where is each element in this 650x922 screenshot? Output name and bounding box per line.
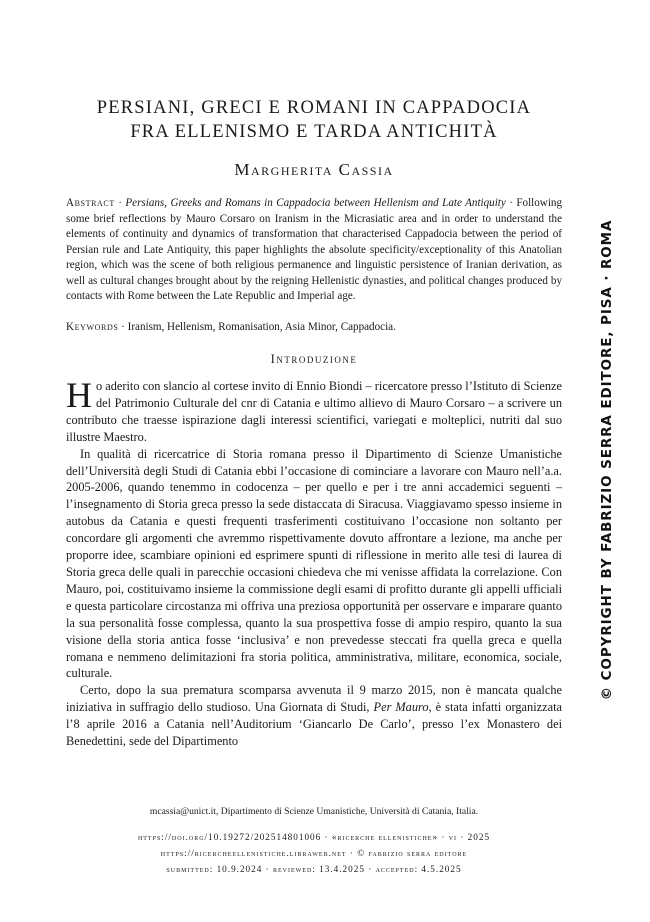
article-author: Margherita Cassia	[234, 160, 394, 179]
abstract-english-title: Persians, Greeks and Romans in Cappadocia between Hellenism and Late Antiquity	[125, 197, 506, 209]
abstract-title-separator: ·	[505, 197, 517, 209]
keywords-text: Iranism, Hellenism, Romanisation, Asia Minor, Cappadocia.	[127, 321, 396, 333]
article-body	[66, 375, 562, 750]
keywords	[66, 320, 562, 336]
event-title-italic: Per Mauro	[373, 700, 429, 715]
section-heading: Introduzione	[270, 352, 358, 366]
website-line: https://ricercheellenistiche.libraweb.net · © fabrizio serra editore	[160, 848, 468, 858]
body-paragraph-2: In qualità di ricercatrice di Storia romana presso il Dipartimento di Scienze Umanistiche dell’Università degli Studi di Catania ebbi l’occasione di cominciare a lavorare con Mauro nell’a.a. 2005-2006, quando tenemmo in codocenza – per quello e per i tre anni accademici seguenti – l’insegnamento di Storia greca presso la sede distaccata di Siracusa. Viaggiavamo spesso insieme in autobus da Catania e questi frequenti trasferimenti costituivano l’occasione non soltanto per concordare gli argomenti che avremmo rispettivamente dovuto affrontare a lezione, ma anche per proporre idee, scambiare opinioni ed esprimere spunti di riflessione in merito alle tesi di laurea di Storia greca delle quali in parecchie occasioni chiedeva che mi venisse affidata la correlazione. Con Mauro, poi, costituivamo insieme la commissione degli esami di profitto durante gli appelli ufficiali e questa particolare circostanza mi offriva una preziosa opportunità per osservare e imparare quanto la sua personalità fosse complessa, quanto la sua prospettiva fosse di ampio respiro, quanto la sua visione della storia antica fosse ‘inclusiva’ e non prevedesse steccati fra quella greca e quella romana e nemmeno delimitazioni fra storia politica, amministrativa, militare, economica, sociale, culturale.	[66, 446, 562, 681]
abstract-label: Abstract	[66, 197, 115, 209]
doi-line: https://doi.org/10.19272/202514801006 · «ricerche ellenistiche» · vi · 2025	[137, 832, 491, 842]
body-paragraph-3-part-b: , è stata infatti organizzata l’8 aprile 2016 a Catania nell’Auditorium ‘Giancarlo De Carlo’, presso l’ex Monastero dei Benedettini, sede del Dipartimento	[66, 700, 562, 749]
drop-cap: H	[66, 375, 92, 415]
body-paragraph-1-text: o aderito con slancio al cortese invito di Ennio Biondi – ricercatore presso l’Istituto di Scienze del Patrimonio Culturale del cnr di Catania e ultimo allievo di Mauro Corsaro – a scrivere un contributo che traesse ispirazione dagli interessi scientifici, variegati e molteplici, nutriti dal suo illustre Maestro.	[66, 379, 562, 444]
keywords-separator: ·	[118, 321, 128, 333]
abstract	[66, 196, 562, 305]
body-paragraph-1	[66, 375, 562, 446]
abstract-separator: ·	[114, 197, 126, 209]
submission-dates-line: submitted: 10.9.2024 · reviewed: 13.4.2025 · accepted: 4.5.2025	[166, 864, 462, 874]
body-paragraph-3-part-a: Certo, dopo la sua prematura scomparsa avvenuta il 9 marzo 2015, non è mancata qualche iniziativa in suffragio dello studioso. Una Giornata di Studi,	[66, 683, 562, 715]
copyright-notice: © COPYRIGHT BY FABRIZIO SERRA EDITORE, PISA · ROMA	[599, 219, 615, 701]
article-title-line-1: PERSIANI, GRECI E ROMANI IN CAPPADOCIA	[96, 98, 532, 118]
article-title-line-2: FRA ELLENISMO E TARDA ANTICHITÀ	[130, 122, 498, 142]
body-paragraph-3	[66, 682, 562, 750]
author-affiliation-footnote: mcassia@unict.it, Dipartimento di Scienze Umanistiche, Università di Catania, Italia.	[149, 806, 479, 817]
keywords-label: Keywords	[66, 321, 119, 333]
abstract-text: Following some brief reflections by Mauro Corsaro on Iranism in the Micrasiatic area and in order to understand the elements of continuity and dynamics of transformation that characterised Cappadocia between the period of Persian rule and Late Antiquity, this paper highlights the absolute specificity/exceptionality of this Anatolian region, which was the scene of both religious permanence and linguistic persistence of Iranian derivation, as well as cultural changes brought about by the reigning Hellenistic dynasties, and political changes produced by contacts with Rome between the Late Republic and Imperial age.	[66, 197, 562, 302]
article-title	[66, 96, 562, 144]
